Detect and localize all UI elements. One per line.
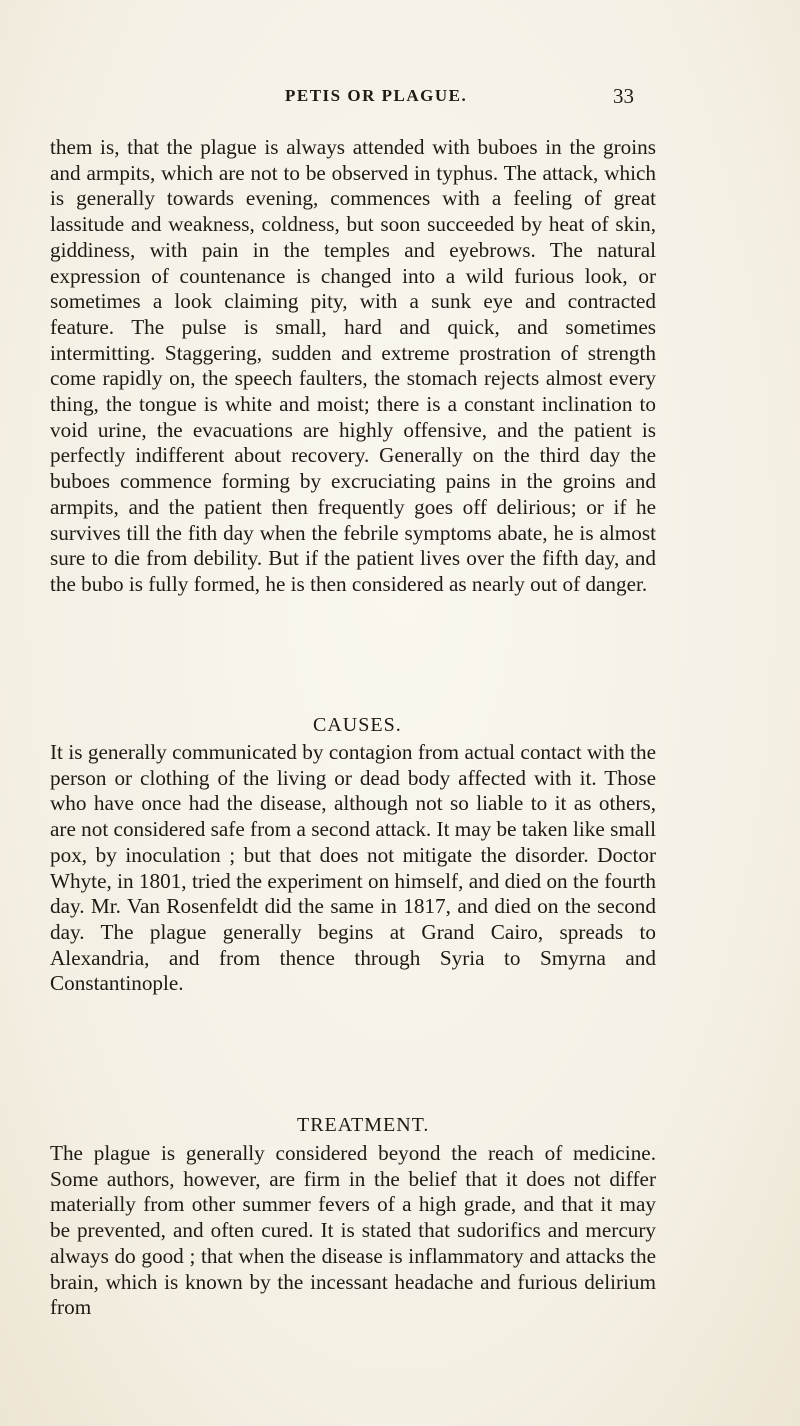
page-number: 33	[613, 84, 634, 108]
running-title: PETIS OR PLAGUE.	[285, 86, 468, 105]
paragraph-symptoms: them is, that the plague is always attended with buboes in the groins and armpits, which are not to be observed in typhus. The attack, which is generally towards evening, commences with a feeling of great lassitude and weakness, coldness, but soon succeeded by heat of skin, giddiness, with pain in the temples and eyebrows. The natural expression of countenance is changed into a wild furious look, or sometimes a look claiming pity, with a sunk eye and contracted feature. The pulse is small, hard and quick, and sometimes intermitting. Staggering, sudden and extreme prostration of strength come rapidly on, the speech faulters, the stomach rejects almost every thing, the tongue is white and moist; there is a constant inclination to void urine, the evacuations are highly offensive, and the patient is perfectly indifferent about recovery. Generally on the third day the buboes commence forming by excruciating pains in the groins and armpits, and the patient then frequently goes off delirious; or if he survives till the fith day when the febrile symptoms abate, he is almost sure to die from debility. But if the patient lives over the fifth day, and the bubo is fully formed, he is then considered as nearly out of danger.	[50, 135, 656, 596]
running-head	[0, 86, 800, 116]
paragraph-causes: It is generally communicated by contagion from actual contact with the person or clothing of the living or dead body affected with it. Those who have once had the disease, although not so liable to it as others, are not considered safe from a second attack. It may be taken like small pox, by inoculation ; but that does not mitigate the disorder. Doctor Whyte, in 1801, tried the experiment on himself, and died on the fourth day. Mr. Van Rosenfeldt did the same in 1817, and died on the second day. The plague generally begins at Grand Cairo, spreads to Alexandria, and from thence through Syria to Smyrna and Constantinople.	[50, 740, 656, 996]
section-heading-treatment: TREATMENT.	[297, 1114, 430, 1136]
section-heading-causes: CAUSES.	[313, 714, 402, 736]
paragraph-treatment: The plague is generally considered beyond the reach of medicine. Some authors, however, are firm in the belief that it does not differ materially from other summer fevers of a high grade, and that it may be prevented, and often cured. It is stated that sudorifics and mercury always do good ; that when the disease is inflammatory and attacks the brain, which is known by the incessant headache and furious delirium from	[50, 1141, 656, 1320]
